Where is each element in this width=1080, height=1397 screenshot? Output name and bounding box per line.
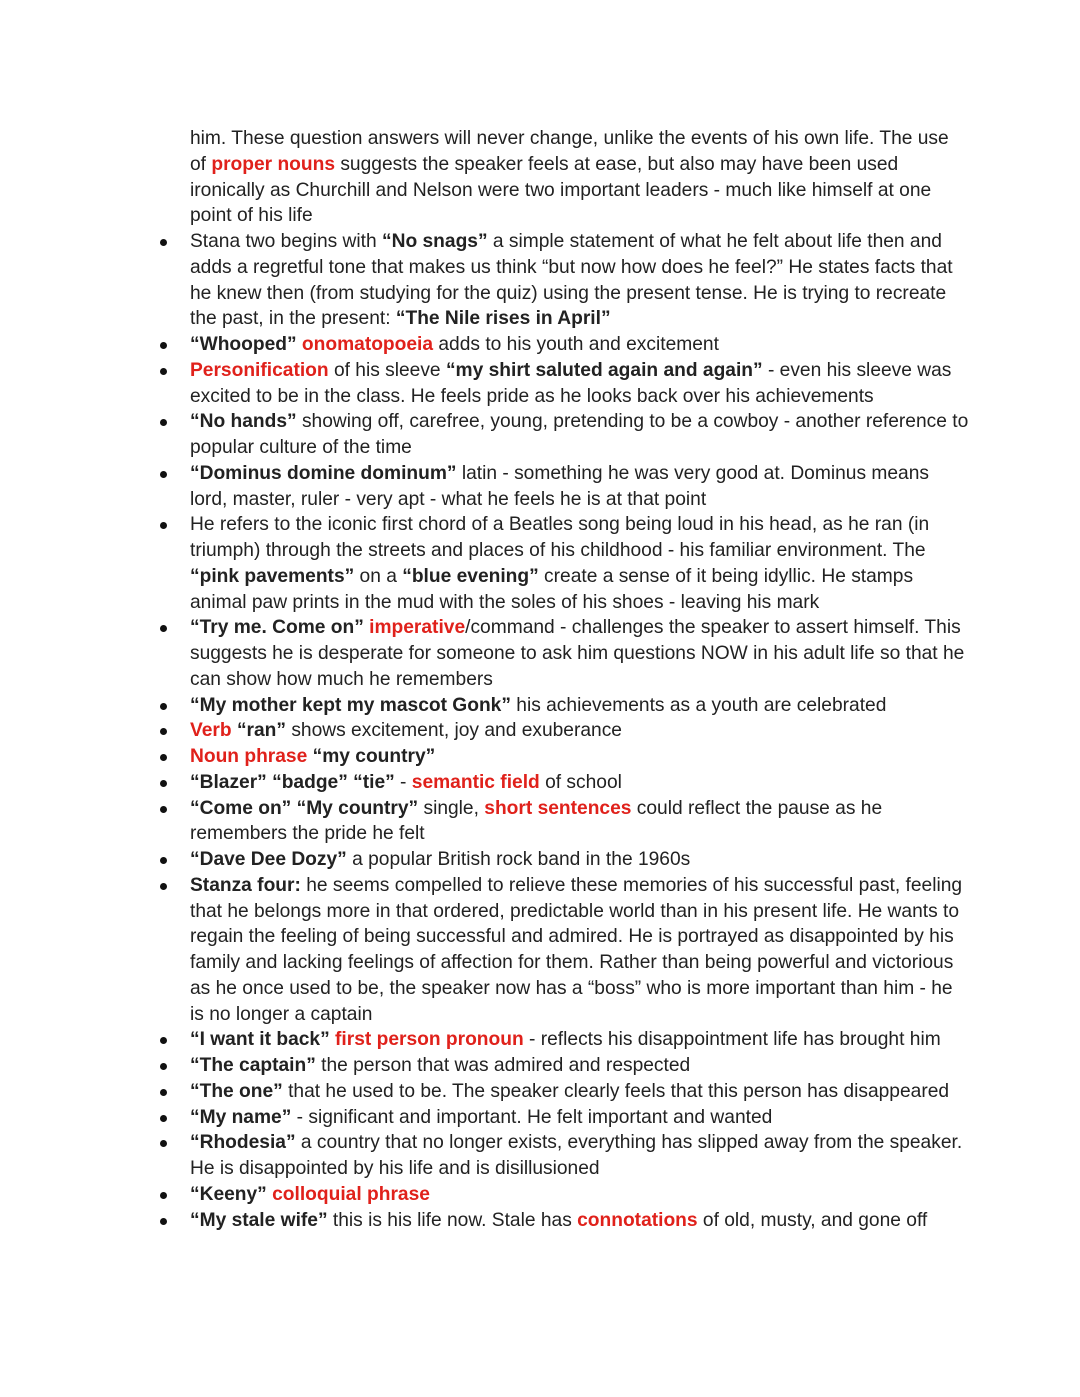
bullet-icon (160, 883, 167, 890)
text-run: that he used to be. The speaker clearly feels that this person has disappeared (282, 1080, 950, 1102)
bullet-item (190, 1105, 970, 1131)
text-run: showing off, carefree, young, pretending to be a cowboy - another reference to popular culture of the time (190, 411, 969, 458)
highlighted-term: Noun phrase (190, 746, 308, 767)
bullet-icon (160, 1089, 167, 1096)
text-run: - reflects his disappointment life has brought him (523, 1029, 941, 1051)
text-run: a simple statement of what he felt about life then and adds a regretful tone that makes us think “but now how does he feel?” He states facts that he knew then (from studying for the quiz) using the present tense. He is trying to recreate the past, in the present: (190, 231, 953, 330)
quoted-phrase: “My mother kept my mascot Gonk” (190, 694, 511, 716)
highlighted-term: first person pronoun (335, 1029, 524, 1051)
bullet-icon (160, 239, 167, 246)
quoted-phrase: “Whooped” (190, 334, 297, 355)
quoted-phrase: “pink pavements” (190, 565, 355, 587)
bullet-icon (160, 780, 167, 787)
highlighted-term: imperative (369, 617, 466, 639)
quoted-phrase: “Dominus domine dominum” (190, 462, 457, 484)
quoted-phrase: “No snags” (382, 231, 488, 252)
text-run: - significant and important. He felt important and wanted (291, 1106, 773, 1128)
bullet-icon (160, 806, 167, 813)
quoted-phrase: “Keeny” (190, 1183, 267, 1205)
bullet-icon (160, 1140, 167, 1147)
text-run: - even his sleeve was excited to be in the class. He feels pride as he looks back over his achievements (190, 359, 952, 407)
highlighted-term: Personification (190, 359, 329, 381)
quoted-phrase: “Dave Dee Dozy” (190, 849, 347, 870)
bullet-icon (160, 1218, 167, 1225)
bullet-item (190, 615, 970, 692)
bullet-item (190, 1130, 970, 1182)
text-run: a popular British rock band in the 1960s (346, 849, 691, 870)
quoted-phrase: Stanza four: (190, 874, 301, 896)
quoted-phrase: “Blazer” “badge” “tie” (190, 771, 395, 793)
bullet-item (190, 847, 970, 873)
quoted-phrase: “No hands” (190, 411, 297, 433)
text-run: suggests the speaker feels at ease, but also may have been used ironically as Churchill and Nelson were two important leaders - much like himself at one point of his life (190, 153, 932, 227)
highlighted-term: semantic field (411, 771, 540, 793)
text-run: - (394, 771, 412, 793)
bullet-icon (160, 754, 167, 761)
text-run: latin - something he was very good at. Dominus means lord, master, ruler - very apt - what he feels he is at that point (190, 462, 929, 510)
highlighted-term: proper nouns (211, 153, 335, 175)
text-run: he seems compelled to relieve these memories of his successful past, feeling that he belongs more in that ordered, predictable world than in his present life. He wants to regain the feeling of being successful and admired. He is portrayed as disappointed by his family and lacking feelings of affection for them. Rather than being powerful and victorious as he once used to be, the speaker now has a “boss” who is more important than him - he is no longer a captain (190, 874, 963, 1025)
bullet-icon (160, 703, 167, 710)
bullet-item (190, 461, 970, 513)
highlighted-term: onomatopoeia (301, 334, 434, 355)
quoted-phrase: “my shirt saluted again and again” (445, 359, 763, 381)
bullet-item (190, 1208, 970, 1234)
quoted-phrase: “Rhodesia” (190, 1132, 296, 1154)
bullet-item (190, 1053, 970, 1079)
bullet-icon (160, 342, 167, 349)
text-run: on a (354, 565, 403, 587)
bullet-item (190, 1027, 970, 1053)
quoted-phrase: “Try me. Come on” (190, 617, 364, 639)
text-run: a country that no longer exists, everything has slipped away from the speaker. He is disappointed by his life and is disillusioned (190, 1132, 963, 1179)
bullet-item (190, 409, 970, 461)
text-run: his achievements as a youth are celebrated (510, 694, 887, 716)
bullet-item (190, 873, 970, 1028)
text-run: create a sense of it being idyllic. He stamps animal paw prints in the mud with the soles of his shoes - leaving his mark (190, 565, 914, 613)
highlighted-term: colloquial phrase (272, 1183, 430, 1205)
bullet-icon (160, 1063, 167, 1070)
bullet-item (190, 718, 970, 744)
bullet-icon (160, 368, 167, 375)
text-run: /command - challenges the speaker to assert himself. This suggests he is desperate for someone to ask him questions NOW in his adult life so that he can show how much he remembers (190, 617, 965, 690)
text-run: him. These question answers will never change, unlike the events of his own life. The use of (190, 128, 949, 175)
bullet-icon (160, 1115, 167, 1122)
bullet-item (190, 796, 970, 848)
highlighted-term: connotations (577, 1209, 698, 1231)
text-run: could reflect the pause as he remembers the pride he felt (190, 797, 883, 845)
text-run: single, (418, 797, 485, 819)
quoted-phrase: “The captain” (190, 1055, 316, 1076)
text-run: adds to his youth and excitement (433, 334, 719, 355)
text-run: of his sleeve (328, 359, 446, 381)
quoted-phrase: “Come on” “My country” (190, 797, 419, 819)
text-run: Stana two begins with (190, 231, 382, 252)
bullet-item (190, 1079, 970, 1105)
lead-paragraph (190, 126, 970, 229)
bullet-item (190, 229, 970, 332)
quoted-phrase: “The Nile rises in April” (395, 308, 611, 330)
quoted-phrase: “My stale wife” (190, 1209, 328, 1231)
quoted-phrase: “My name” (190, 1106, 292, 1128)
bullet-icon (160, 522, 167, 529)
bullet-icon (160, 1037, 167, 1044)
bullet-icon (160, 728, 167, 735)
text-run: He refers to the iconic first chord of a Beatles song being loud in his head, as he ran (in triumph) through the streets and places of his childhood - his familiar environment. The (190, 514, 930, 561)
bullet-item (190, 1182, 970, 1208)
bullet-item (190, 693, 970, 719)
notes-body (190, 126, 970, 1233)
highlighted-term: short sentences (484, 797, 632, 819)
quoted-phrase: “my country” (312, 746, 436, 767)
bullet-icon (160, 1192, 167, 1199)
bullet-item (190, 512, 970, 615)
bullet-icon (160, 471, 167, 478)
bullet-icon (160, 625, 167, 632)
text-run: of school (539, 771, 622, 793)
quoted-phrase: “blue evening” (402, 565, 539, 587)
bullet-item (190, 332, 970, 358)
text-run: the person that was admired and respected (315, 1055, 691, 1076)
bullet-item (190, 744, 970, 770)
bullet-item (190, 770, 970, 796)
text-run: shows excitement, joy and exuberance (286, 720, 622, 742)
quoted-phrase: “ran” (236, 720, 286, 742)
quoted-phrase: “I want it back” (190, 1029, 330, 1051)
bullet-icon (160, 857, 167, 864)
highlighted-term: Verb (190, 720, 232, 742)
bullet-icon (160, 419, 167, 426)
quoted-phrase: “The one” (190, 1080, 283, 1102)
bullet-item (190, 358, 970, 410)
text-run: this is his life now. Stale has (327, 1209, 578, 1231)
text-run: of old, musty, and gone off (697, 1209, 928, 1231)
